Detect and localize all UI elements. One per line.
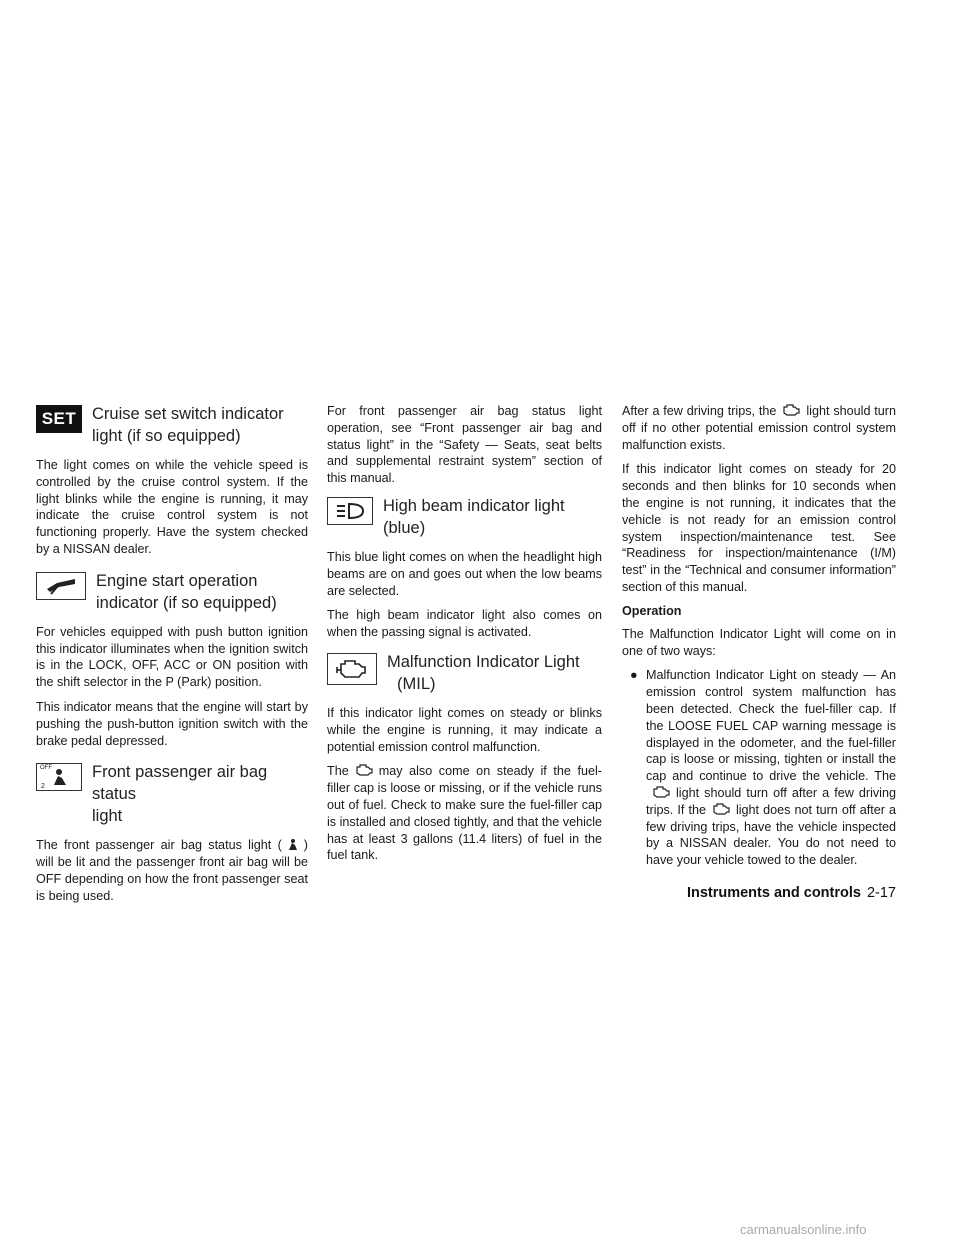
- engine-start-paragraph-2: This indicator means that the engine will start by pushing the push-button ignition switch with the brake pedal depressed.: [36, 699, 308, 748]
- section-mil: [327, 651, 602, 695]
- engine-start-indicator-icon: [36, 572, 86, 600]
- mil-paragraph-2: [327, 763, 602, 864]
- cruise-set-heading: [92, 403, 284, 447]
- mil-title-2: (MIL): [397, 674, 436, 693]
- airbag-icon-off-text: OFF: [40, 765, 52, 772]
- mil-trips-paragraph: [622, 403, 896, 453]
- check-engine-inline-icon: [353, 763, 375, 777]
- check-engine-inline-icon: [780, 403, 802, 417]
- passenger-airbag-icon: [36, 763, 82, 791]
- page-number: 2-17: [866, 885, 896, 901]
- passenger-airbag-text-a: The front passenger air bag status light (: [36, 838, 282, 853]
- mil-paragraph-2-b: may also come on steady if the fuel-filler cap is loose or missing, or if the vehicle runs out of fuel. Check to make sure the fuel-filler cap is installed and closed tightly, and that the vehicle has at least 3 gallons (11.4 liters) of fuel in the fuel tank.: [327, 764, 602, 863]
- section-engine-start: [36, 570, 308, 614]
- section-high-beam: [327, 495, 602, 539]
- mil-heading: [387, 651, 580, 695]
- footer-section-title: Instruments and controls: [686, 885, 861, 901]
- high-beam-heading: [383, 495, 565, 539]
- column-right: [622, 403, 896, 869]
- set-icon-text: SET: [41, 409, 77, 428]
- passenger-airbag-inline-icon: [286, 838, 300, 851]
- section-passenger-airbag: [36, 761, 308, 827]
- operation-subheading: Operation: [622, 603, 682, 618]
- set-indicator-icon: [36, 405, 82, 433]
- section-cruise-set: [36, 403, 308, 447]
- mil-title-1: Malfunction Indicator Light: [387, 652, 580, 671]
- airbag-icon-number: 2: [41, 783, 45, 791]
- watermark: carmanualsonline.info: [740, 1222, 867, 1237]
- check-engine-inline-icon: [710, 802, 732, 816]
- bullet-text-a: Malfunction Indicator Light on steady — An emission control system malfunction has been detected. Check the fuel-filler cap. If the LOOSE FUEL CAP warning message is displayed in the odometer, and the fuel-filler cap is loose or missing, tighten or install the cap and continue to drive the vehicle. The: [646, 668, 896, 784]
- mil-paragraph-1: If this indicator light comes on steady or blinks while the engine is running, it may indicate a potential emission control malfunction.: [327, 705, 602, 754]
- airbag-reference-paragraph: For front passenger air bag status light operation, see “Front passenger air bag and status light” in the “Safety — Seats, seat belts and supplemental restraint system” section of this manual.: [327, 404, 602, 486]
- bullet-text-b: light should turn off after a few driving trips. If the: [646, 785, 896, 817]
- cruise-set-title-1: Cruise set switch indicator: [92, 405, 284, 423]
- engine-start-heading: [96, 570, 277, 614]
- bullet-text-c: light does not turn off after a few driving trips, have the vehicle inspected by a NISSAN dealer. You do not need to have your vehicle towed to the dealer.: [646, 802, 897, 868]
- column-middle: [327, 403, 602, 872]
- passenger-airbag-paragraph: [36, 837, 308, 904]
- high-beam-paragraph-2: The high beam indicator light also comes on when the passing signal is activated.: [327, 608, 602, 640]
- mil-trips-text-a: After a few driving trips, the: [622, 404, 777, 418]
- mil-readiness-paragraph: If this indicator light comes on steady for 20 seconds and then blinks for 10 seconds when the engine is not running, it indicates that the vehicle is not ready for an emission control system inspection/maintenance test. See “Readiness for inspection/maintenance (I/M) test” in the “Technical and consumer information” section of this manual.: [622, 462, 896, 594]
- cruise-set-title-2: light (if so equipped): [92, 427, 241, 445]
- mil-trips-text-b: light should turn off if no other potential emission control system malfunction exists.: [622, 404, 896, 452]
- high-beam-title-2: (blue): [383, 518, 426, 537]
- operation-list: [622, 667, 896, 869]
- passenger-airbag-text-b: ) will be lit and the passenger front air bag will be OFF depending on how the front passenger seat is being used.: [36, 838, 308, 903]
- check-engine-inline-icon: [650, 785, 672, 799]
- engine-start-paragraph-1: For vehicles equipped with push button ignition this indicator illuminates when the ignition switch is in the LOCK, OFF, ACC or ON position with the shift selector in the P (Park) position.: [36, 624, 308, 690]
- high-beam-title-1: High beam indicator light: [383, 496, 565, 515]
- list-item: [630, 667, 896, 869]
- page-footer: [681, 885, 896, 901]
- column-left: [36, 403, 308, 913]
- check-engine-icon: [327, 653, 377, 685]
- passenger-airbag-title-1: Front passenger air bag status: [92, 763, 268, 804]
- passenger-airbag-heading: [92, 761, 308, 827]
- bullet-icon: ●: [630, 668, 638, 683]
- cruise-set-paragraph: The light comes on while the vehicle speed is controlled by the cruise control system. If the light blinks while the engine is running, it may indicate the cruise control system is not functioning properly. Have the system checked by a NISSAN dealer.: [36, 458, 308, 556]
- passenger-airbag-title-2: light: [92, 807, 123, 826]
- high-beam-icon: [327, 497, 373, 525]
- engine-start-title-1: Engine start operation: [96, 571, 258, 590]
- operation-paragraph: The Malfunction Indicator Light will come on in one of two ways:: [622, 626, 896, 658]
- mil-paragraph-2-a: The: [327, 764, 349, 779]
- high-beam-paragraph-1: This blue light comes on when the headlight high beams are on and goes out when the low beams are selected.: [327, 549, 602, 598]
- engine-start-title-2: indicator (if so equipped): [96, 593, 277, 612]
